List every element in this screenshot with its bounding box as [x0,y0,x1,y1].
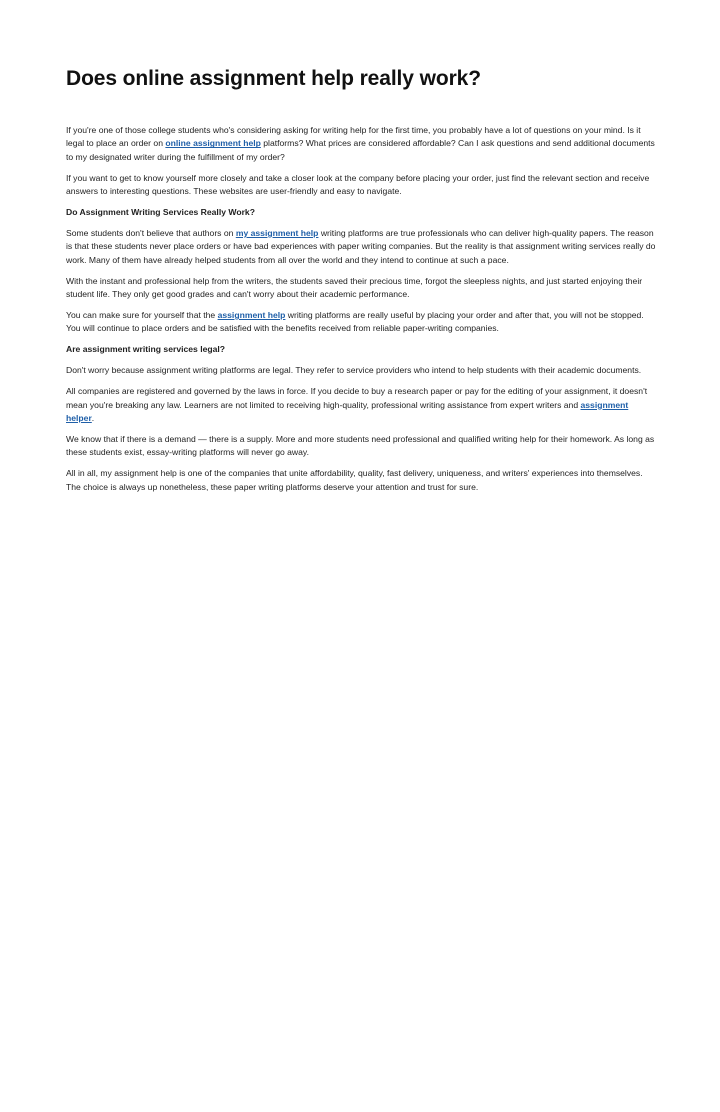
section-heading-really-work: Do Assignment Writing Services Really Work? [66,207,255,218]
link-assignment-helper[interactable]: assignment helper [66,399,629,423]
paragraph-intro [66,124,656,164]
paragraph-dont-worry: Don't worry because assignment writing platforms are legal. They refer to service providers who intend to help students with their academic documents. [66,365,642,376]
paragraph-text: You can make sure for yourself that the [66,309,218,320]
article-body [66,124,656,494]
paragraph-registered [66,385,656,425]
paragraph-skeptics [66,227,656,267]
paragraph-company-info: If you want to get to know yourself more closely and take a closer look at the company before placing your order, just find the relevant section and receive answers to interesting questions. These websites are user-friendly and easy to navigate. [66,172,650,197]
paragraph-text: If you're one of those college students who's considering asking for writing help for the first time, you probably have a lot of questions on your mind. Is it legal to place an order on [66,125,641,149]
paragraph-conclusion: All in all, my assignment help is one of the companies that unite affordability, quality, fast delivery, uniqueness, and writers' experiences into themselves. The choice is always up nonetheless, these paper writing platforms deserve your attention and trust for sure. [66,468,643,492]
paragraph-text: All companies are registered and governed by the laws in force. If you decide to buy a research paper or pay for the editing of your assignment, it doesn't mean you're breaking any law. Learners are not limited to receiving high-quality, professional writing assistance from expert writers and [66,386,648,410]
link-assignment-help[interactable]: assignment help [217,309,286,320]
page-title: Does online assignment help really work? [66,67,481,90]
link-my-assignment-help[interactable]: my assignment help [235,227,319,238]
section-heading-legal: Are assignment writing services legal? [66,344,226,355]
paragraph-text: . [91,412,95,423]
paragraph-text: Some students don't believe that authors on [66,227,236,238]
link-online-assignment-help[interactable]: online assignment help [165,138,261,149]
paragraph-instant-help: With the instant and professional help from the writers, the students saved their precious time, forgot the sleepless nights, and just started enjoying their student life. They only get good grades and can't worry about their academic performance. [66,275,643,300]
paragraph-make-sure [66,309,656,336]
document-page [66,62,656,501]
paragraph-text: platforms? What prices are considered affordable? Can I ask questions and send additional documents to my designated writer during the fulfillment of my order? [66,138,655,162]
paragraph-demand-supply: We know that if there is a demand — there is a supply. More and more students need professional and qualified writing help for their homework. As long as these students exist, essay-writing platforms will never go away. [66,433,655,458]
paragraph-text: writing platforms are true professionals who can deliver high-quality papers. The reason is that these students never place orders or have bad experiences with paper writing companies. But the reality is that assignment writing services really do work. Many of them have already helped students from all over the world and they intend to continue at such a pace. [66,227,656,265]
paragraph-text: writing platforms are really useful by placing your order and after that, you will not be stopped. You will continue to place orders and be satisfied with the benefits received from reliable paper-writing companies. [66,309,644,334]
